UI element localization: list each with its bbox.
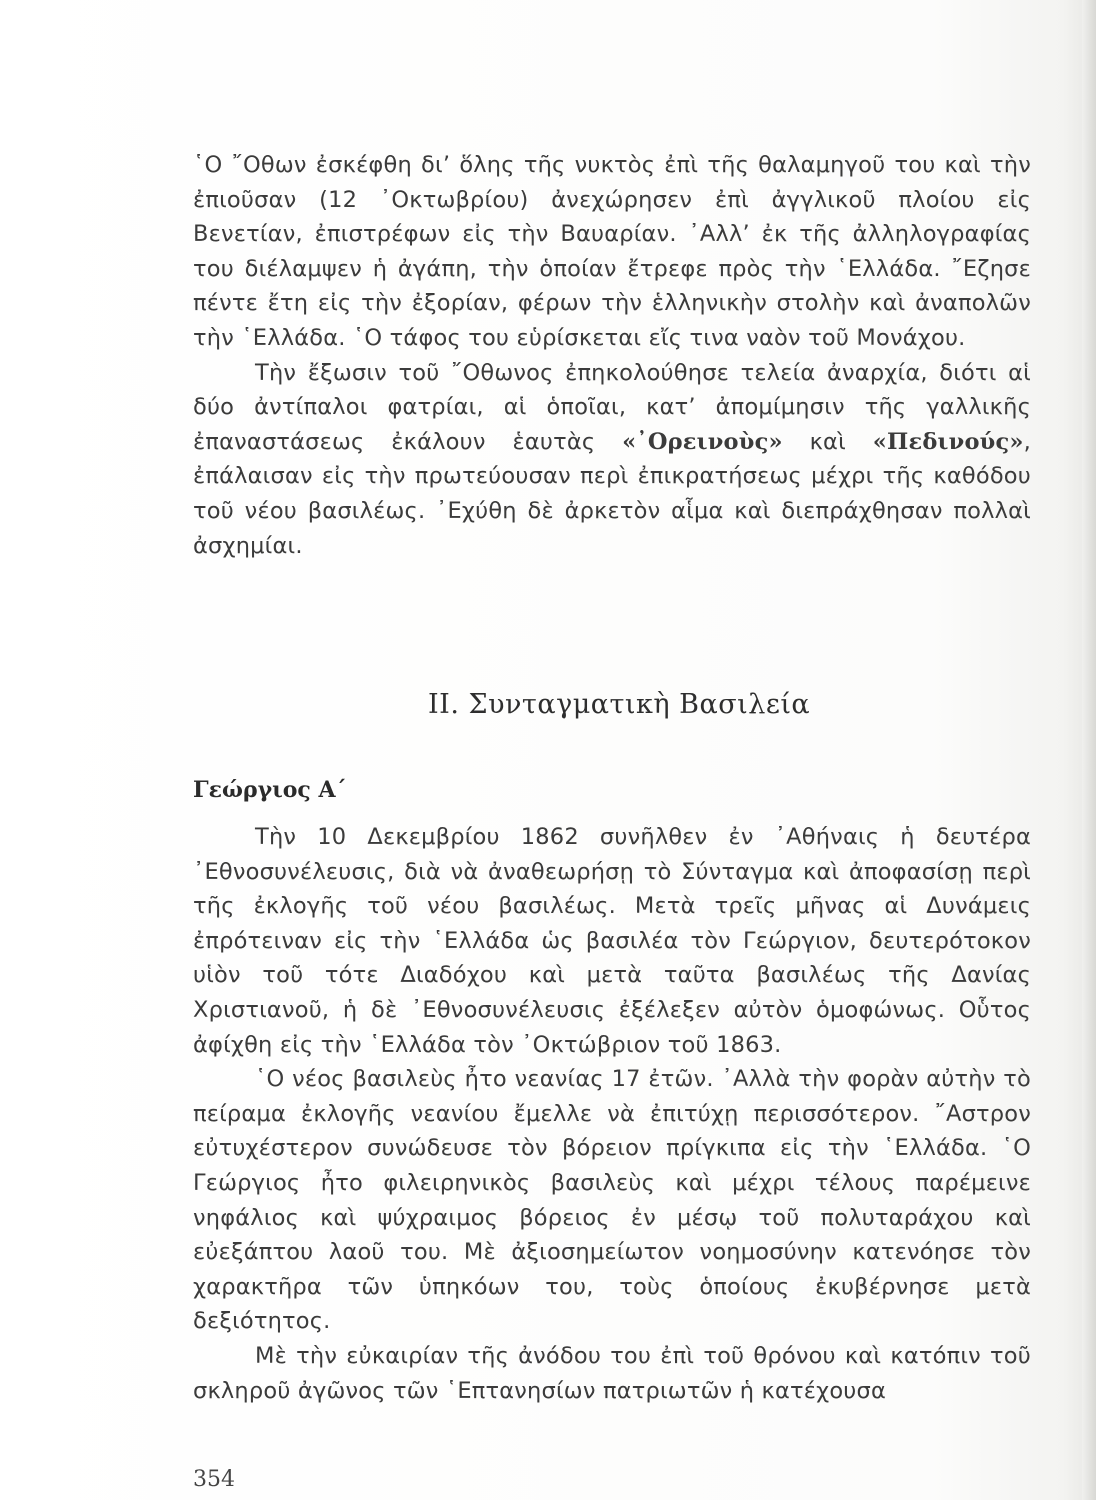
text-run: ῾Ο ῎Οθων ἐσκέφθη δι’ ὅλης τῆς νυκτὸς ἐπὶ τῆς θαλαμηγοῦ του καὶ τὴν ἐπιοῦσαν (12 ᾿Οκτωβρίου) ἀνεχώρησεν ἐπὶ ἀγγλικοῦ πλοίου εἰς Βενετίαν, ἐπιστρέφων εἰς τὴν Βαυαρίαν. ᾿Αλλ’ ἐκ τῆς ἀλληλογραφίας του διέλαμψεν ἡ ἀγάπη, τὴν ὁποίαν ἔτρεφε πρὸς τὴν ῾Ελλάδα. ῎Εζησε πέντε ἔτη εἰς τὴν ἐξορίαν, φέρων τὴν ἑλληνικὴν στολὴν καὶ ἀναπολῶν τὴν ῾Ελλάδα. ῾Ο τάφος του εὑρίσκεται εἴς τινα ναὸν τοῦ Μονάχου. [193, 152, 1031, 351]
bold-term: «᾿Ορεινοὺς» [622, 428, 783, 455]
body-text-bottom [193, 820, 1031, 1408]
text-run: ῾Ο νέος βασιλεὺς ἦτο νεανίας 17 ἐτῶν. ᾿Αλλὰ τὴν φορὰν αὐτὴν τὸ πείραμα ἐκλογῆς νεανίου ἔμελλε νὰ ἐπιτύχῃ περισσότερον. ῎Αστρον εὐτυχέστερον συνώδευσε τὸν βόρειον πρίγκιπα εἰς τὴν ῾Ελλάδα. ῾Ο Γεώργιος ἦτο φιλειρηνικὸς βασιλεὺς καὶ μέχρι τέλους παρέμεινε νηφάλιος καὶ ψύχραιμος βόρειος ἐν μέσῳ τοῦ πολυταράχου καὶ εὐεξάπτου λαοῦ του. Μὲ ἀξιοσημείωτον νοημοσύνην κατενόησε τὸν χαρακτῆρα τῶν ὑπηκόων του, τοὺς ὁποίους ἐκυβέρνησε μετὰ δεξιότητος. [193, 1066, 1031, 1335]
body-text-top [193, 148, 1031, 563]
paragraph [193, 356, 1031, 564]
section-heading: II. Συνταγματικὴ Βασιλεία [428, 689, 811, 720]
text-run: Μὲ τὴν εὐκαιρίαν τῆς ἀνόδου του ἐπὶ τοῦ θρόνου καὶ κατόπιν τοῦ σκληροῦ ἀγῶνος τῶν ῾Επτανησίων πατριωτῶν ἡ κατέχουσα [193, 1342, 1031, 1404]
text-run: Τὴν ἔξωσιν τοῦ ῎Οθωνος ἐπηκολούθησε τελεία ἀναρχία, διότι αἱ δύο ἀντίπαλοι φατρίαι, αἱ ὁποῖαι, κατ’ ἀπομίμησιν τῆς γαλλικῆς ἐπαναστάσεως ἐκάλουν ἑαυτὰς [193, 359, 1031, 455]
paragraph [193, 1062, 1031, 1339]
paragraph [193, 148, 1031, 356]
bold-term: «Πεδινούς» [872, 428, 1024, 455]
page-number: 354 [193, 1467, 235, 1492]
text-run: Τὴν 10 Δεκεμβρίου 1862 συνῆλθεν ἐν ᾿Αθήναις ἡ δευτέρα ᾿Εθνοσυνέλευσις, διὰ νὰ ἀναθεωρήσῃ τὸ Σύνταγμα καὶ ἀποφασίσῃ περὶ τῆς ἐκλογῆς τοῦ νέου βασιλέως. Μετὰ τρεῖς μῆνας αἱ Δυνάμεις ἐπρότειναν εἰς τὴν ῾Ελλάδα ὡς βασιλέα τὸν Γεώργιον, δευτερότοκον υἱὸν τοῦ τότε Διαδόχου καὶ μετὰ ταῦτα βασιλέως τῆς Δανίας Χριστιανοῦ, ἡ δὲ ᾿Εθνοσυνέλευσις ἐξέλεξεν αὐτὸν ὁμοφώνως. Οὗτος ἀφίχθη εἰς τὴν ῾Ελλάδα τὸν ᾿Οκτώβριον τοῦ 1863. [193, 824, 1031, 1058]
text-run: καὶ [782, 428, 873, 455]
sub-heading: Γεώργιος Α΄ [193, 777, 347, 803]
paragraph [193, 1339, 1031, 1408]
page-binding-edge [1082, 0, 1096, 1500]
paragraph [193, 820, 1031, 1062]
text-run: , ἐπάλαισαν εἰς τὴν πρωτεύουσαν περὶ ἐπικρατήσεως μέχρι τῆς καθόδου τοῦ νέου βασιλέως. ᾿Εχύθη δὲ ἀρκετὸν αἷμα καὶ διεπράχθησαν πολλαὶ ἀσχημίαι. [193, 428, 1031, 559]
